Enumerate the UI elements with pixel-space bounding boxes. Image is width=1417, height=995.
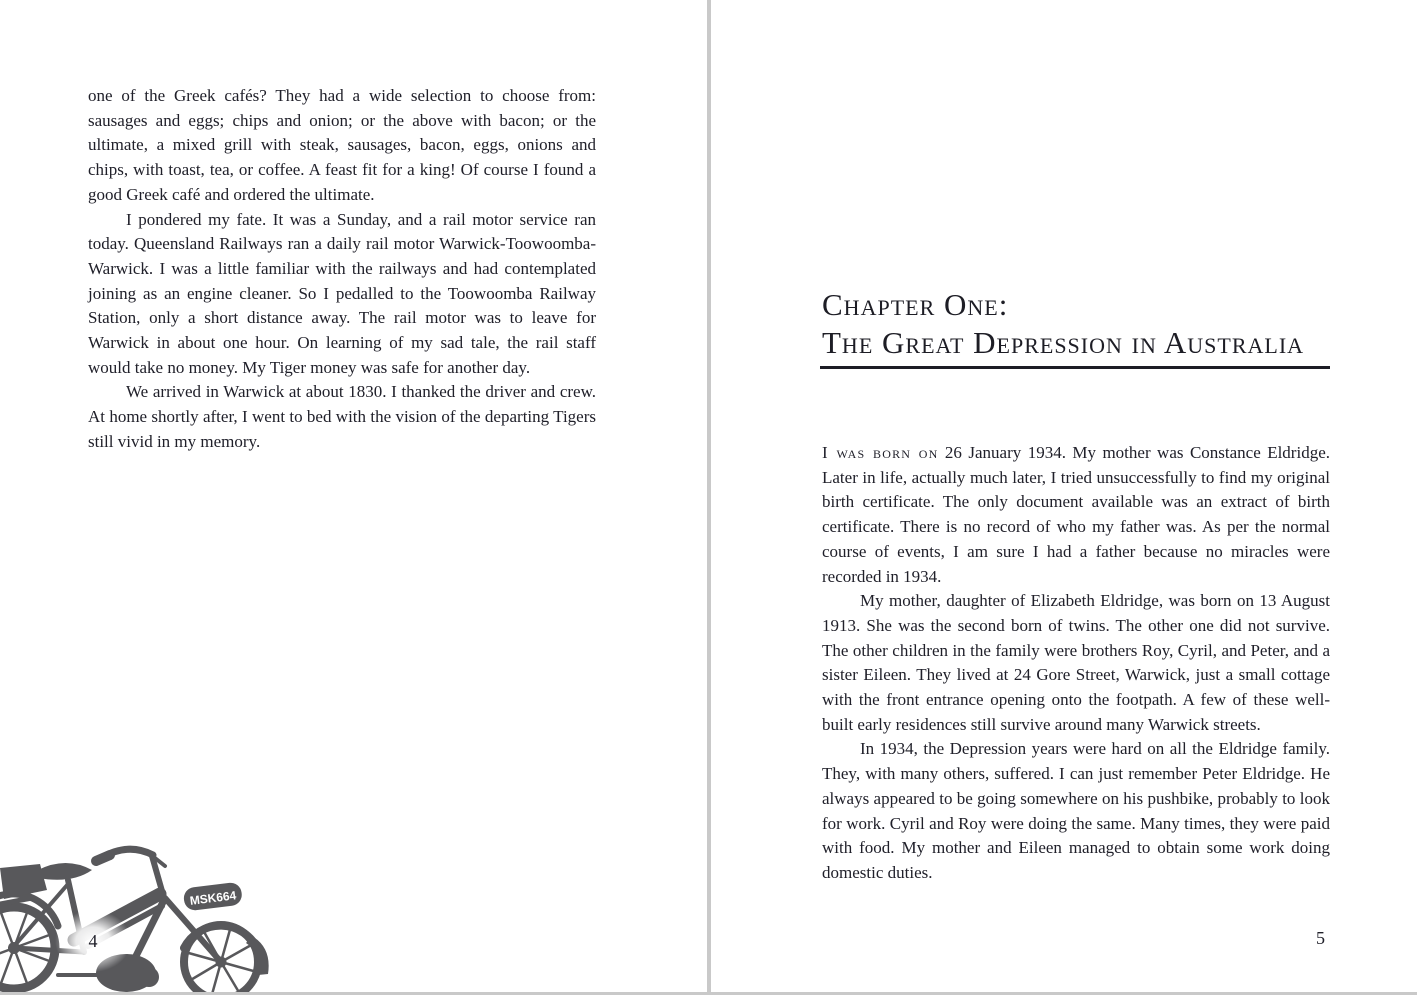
- license-plate-text: MSK664: [188, 888, 238, 908]
- paragraph: one of the Greek cafés? They had a wide selection to choose from: sausages and eggs; chips and onion; or the above with bacon; or the ultimate, a mixed grill with steak, sausages, bacon, eggs, onions and chips, with toast, tea, or coffee. A feast fit for a king! Of course I found a good Greek café and ordered the ultimate.: [88, 86, 596, 204]
- chapter-heading-line1: Chapter One:: [822, 287, 1009, 322]
- opening-small-caps: I was born on: [822, 443, 939, 462]
- paragraph: In 1934, the Depression years were hard on all the Eldridge family. They, with many others, suffered. I can just remember Peter Eldridge. He always appeared to be going somewhere on his pushbike, probably to look for work. Cyril and Roy were doing the same. Many times, they were paid with food. My mother and Eileen managed to obtain some work doing domestic duties.: [822, 739, 1330, 882]
- left-page-number-glow: [55, 910, 131, 972]
- paragraph: I pondered my fate. It was a Sunday, and a rail motor service ran today. Queensland Railways ran a daily rail motor Warwick-Toowoomba-Warwick. I was a little familiar with the railways and had contemplated joining as an engine cleaner. So I pedalled to the Toowoomba Railway Station, only a short distance away. The rail motor was to leave for Warwick in about one hour. On learning of my sad tale, the rail staff would take no money. My Tiger money was safe for another day.: [88, 209, 596, 377]
- right-page-number: 5: [1316, 928, 1325, 948]
- chapter-heading: [822, 286, 1332, 362]
- paragraph: We arrived in Warwick at about 1830. I thanked the driver and crew. At home shortly after, I went to bed with the vision of the departing Tigers still vivid in my memory.: [88, 382, 596, 451]
- page-gutter-divider: [707, 0, 711, 995]
- paragraph: [822, 441, 1330, 589]
- license-plate: [183, 882, 243, 912]
- left-page-text-block: [88, 84, 596, 455]
- left-page-number: 4: [88, 930, 98, 951]
- bicycle-drawing: [0, 824, 292, 995]
- chapter-heading-rule: [820, 366, 1330, 369]
- right-page-text-block: [822, 441, 1330, 886]
- paragraph: My mother, daughter of Elizabeth Eldridge, was born on 13 August 1913. She was the second born of twins. The other one did not survive. The other children in the family were brothers Roy, Cyril, and Peter, and a sister Eileen. They lived at 24 Gore Street, Warwick, just a small cottage with the front entrance opening onto the footpath. A few of these well-built early residences still survive around many Warwick streets.: [822, 591, 1330, 734]
- chapter-heading-line2: The Great Depression in Australia: [822, 325, 1305, 360]
- paragraph-text: 26 January 1934. My mother was Constance Eldridge. Later in life, actually much later, I tried unsuccessfully to find my original birth certificate. The only document available was an extract of birth certificate. There is no record of who my father was. As per the normal course of events, I am sure I had a father because no miracles were recorded in 1934.: [822, 443, 1330, 586]
- motorized-bicycle-illustration: [0, 824, 292, 995]
